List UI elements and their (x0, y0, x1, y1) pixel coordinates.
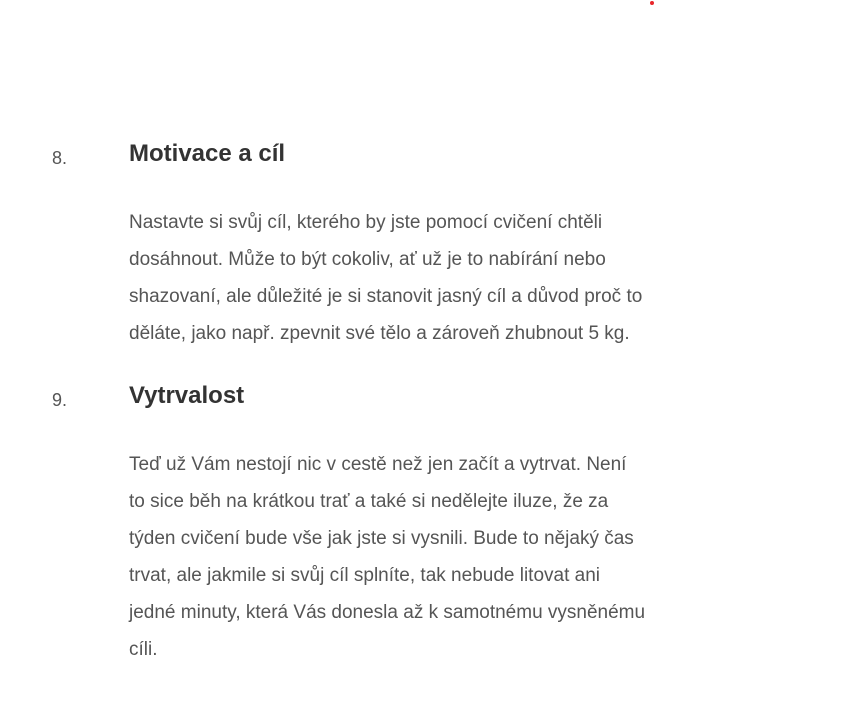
text-line: shazovaní, ale důležité je si stanovit jasný cíl a důvod proč to (129, 286, 643, 307)
text-line: dosáhnout. Může to být cokoliv, ať už je to nabírání nebo (129, 249, 606, 270)
item-number: 9. (52, 390, 68, 410)
text-line: děláte, jako např. zpevnit své tělo a zároveň zhubnout 5 kg. (129, 323, 630, 344)
text-line: trvat, ale jakmile si svůj cíl splníte, tak nebude litovat ani (129, 565, 601, 586)
item-title: Motivace a cíl (129, 140, 286, 167)
item-body (129, 204, 642, 352)
text-line: týden cvičení bude vše jak jste si vysnili. Bude to nějaký čas (129, 528, 634, 549)
text-line: Nastavte si svůj cíl, kterého by jste pomocí cvičení chtěli (129, 212, 603, 233)
item-title: Vytrvalost (129, 382, 245, 409)
red-dot-marker (650, 1, 654, 5)
text-line: cíli. (129, 639, 158, 660)
text-line: to sice běh na krátkou trať a také si nedělejte iluze, že za (129, 491, 609, 512)
item-body (129, 446, 645, 668)
text-line: Teď už Vám nestojí nic v cestě než jen začít a vytrvat. Není (129, 454, 627, 475)
item-number: 8. (52, 148, 68, 168)
text-line: jedné minuty, která Vás donesla až k samotnému vysněnému (129, 602, 646, 623)
